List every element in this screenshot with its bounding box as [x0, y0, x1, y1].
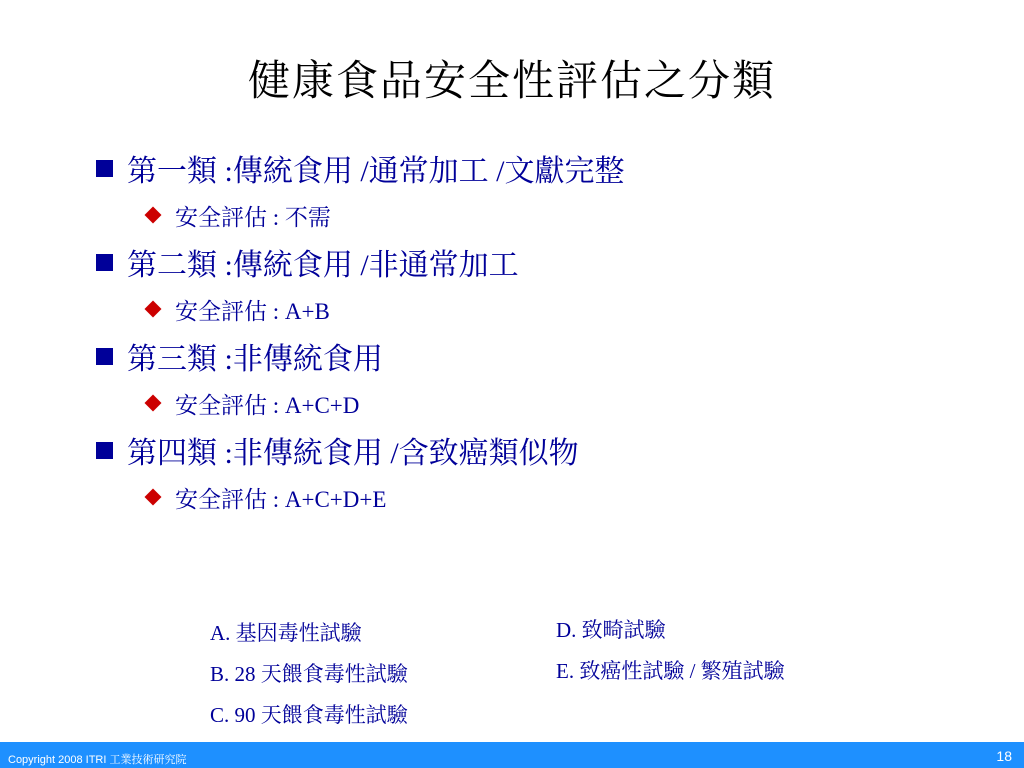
assessment-label: 安全評估 : A+C+D+E [175, 486, 387, 512]
category-assessment-4 [145, 473, 972, 521]
assessment-label: 安全評估 : 不需 [175, 204, 331, 230]
assessment-label: 安全評估 : A+B [175, 298, 330, 324]
footer-bar [0, 742, 1024, 768]
slide-title: 健康食品安全性評估之分類 [247, 56, 776, 105]
test-legend-item: A. 基因毒性試驗 [210, 621, 362, 645]
category-label: 第一類 :傳統食用 /通常加工 /文獻完整 [127, 155, 625, 188]
category-item-3 [92, 333, 972, 379]
category-item-1 [92, 145, 972, 191]
category-list [92, 145, 972, 521]
diamond-bullet-icon [145, 489, 162, 506]
assessment-label: 安全評估 : A+C+D [175, 392, 360, 418]
category-assessment-2 [145, 285, 972, 333]
square-bullet-icon [96, 254, 113, 271]
category-assessment-1 [145, 191, 972, 239]
diamond-bullet-icon [145, 395, 162, 412]
test-legend-item: B. 28 天餵食毒性試驗 [210, 662, 408, 686]
test-legend-left [210, 613, 408, 736]
test-legend-right [556, 610, 785, 692]
category-label: 第四類 :非傳統食用 /含致癌類似物 [127, 437, 579, 470]
test-legend-item: C. 90 天餵食毒性試驗 [210, 703, 408, 727]
page-number: 18 [996, 748, 1012, 764]
category-assessment-3 [145, 379, 972, 427]
diamond-bullet-icon [145, 301, 162, 318]
category-label: 第二類 :傳統食用 /非通常加工 [127, 249, 519, 282]
test-legend-item: D. 致畸試驗 [556, 618, 666, 642]
square-bullet-icon [96, 160, 113, 177]
category-label: 第三類 :非傳統食用 [127, 343, 383, 376]
square-bullet-icon [96, 442, 113, 459]
square-bullet-icon [96, 348, 113, 365]
diamond-bullet-icon [145, 207, 162, 224]
copyright-text: Copyright 2008 ITRI 工業技術研究院 [8, 754, 187, 766]
category-item-4 [92, 427, 972, 473]
category-item-2 [92, 239, 972, 285]
test-legend-item: E. 致癌性試驗 / 繁殖試驗 [556, 659, 785, 683]
